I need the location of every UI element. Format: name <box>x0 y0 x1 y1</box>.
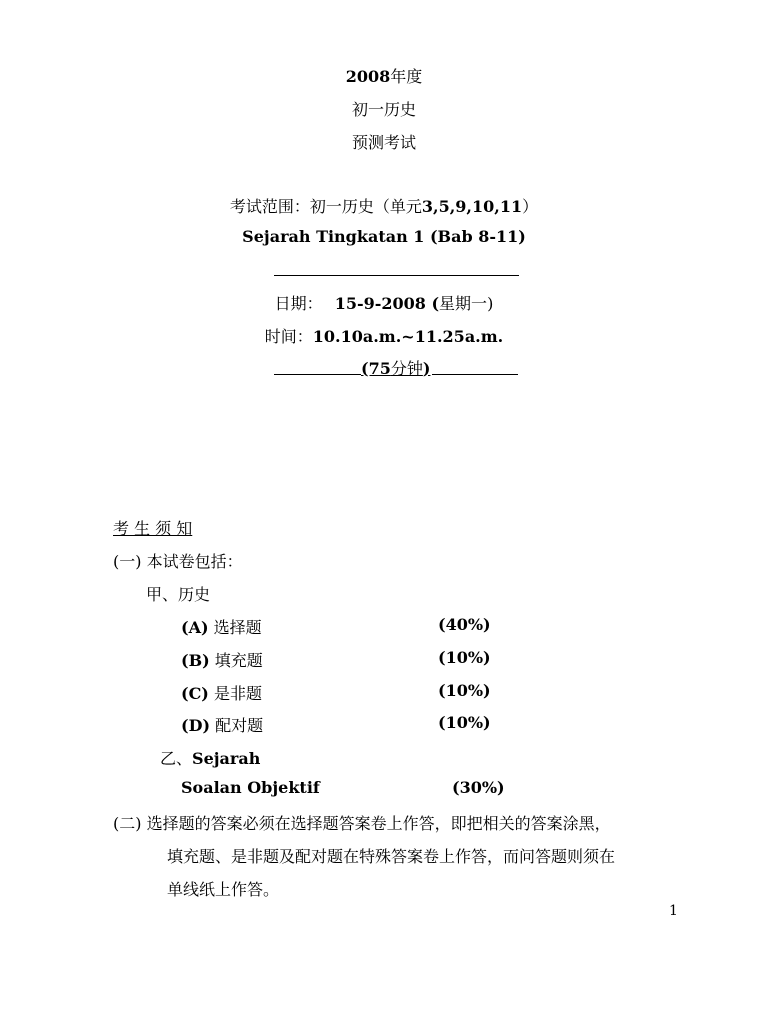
time-value: 10.10a.m.~11.25a.m. <box>312 327 504 346</box>
item1-text: 本试卷包括： <box>141 552 243 571</box>
objective-percent: (30%) <box>452 778 505 797</box>
year-number: 2008 <box>345 67 391 86</box>
malay-title: Sejarah Tingkatan 1 (Bab 8-11) <box>242 227 526 246</box>
weekday: 星期一 <box>439 294 488 313</box>
item2-line1: 选择题的答案必须在选择题答案卷上作答，即把相关的答案涂黑， <box>141 814 611 833</box>
section-c-label <box>181 681 262 704</box>
duration-line-left <box>274 374 361 375</box>
scope-suffix: ） <box>522 197 539 216</box>
exam-name: 预测考试 <box>351 133 416 152</box>
section-name: 选择题 <box>208 618 262 637</box>
section-c-percent: (10%) <box>438 681 491 700</box>
exam-time <box>0 324 768 347</box>
section-letter: (D) <box>181 716 211 735</box>
notice-title: 考 生 须 知 <box>113 519 193 538</box>
time-label: 时间： <box>264 327 313 346</box>
date-label: 日期： <box>274 294 323 313</box>
part-b-name: Sejarah <box>192 749 261 768</box>
exam-subject: 初一历史 <box>351 100 416 119</box>
section-b-percent: (10%) <box>438 648 491 667</box>
section-b-label <box>181 648 263 671</box>
year-suffix: 年度 <box>390 67 423 86</box>
section-d-percent: (10%) <box>438 713 491 732</box>
weekday-close: ) <box>487 294 494 313</box>
section-a-label <box>181 615 262 638</box>
notice-item-2-line-2: 填充题、是非题及配对题在特殊答案卷上作答，而问答题则须在 <box>167 847 616 866</box>
part-b-prefix: 乙、 <box>160 749 193 768</box>
duration-line-right <box>432 374 518 375</box>
notice-item-2 <box>113 811 611 834</box>
scope-prefix: 考试范围：初一历史（单元 <box>229 197 422 216</box>
section-letter: (C) <box>181 684 209 703</box>
section-letter: (B) <box>181 651 210 670</box>
part-b-heading <box>160 746 260 769</box>
separator-line <box>274 275 519 276</box>
section-a-percent: (40%) <box>438 615 491 634</box>
exam-duration <box>361 356 430 379</box>
duration-unit: 分钟 <box>390 359 423 378</box>
section-name: 配对题 <box>210 716 264 735</box>
notice-item-1 <box>113 549 243 572</box>
objective-label: Soalan Objektif <box>181 778 320 797</box>
section-name: 是非题 <box>208 684 262 703</box>
duration-open: (75 <box>361 359 391 378</box>
date-value: 15-9-2008 <box>334 294 426 313</box>
section-d-label <box>181 713 263 736</box>
section-name: 填充题 <box>209 651 263 670</box>
item2-mark: (二) <box>113 814 142 833</box>
part-a-heading: 甲、历史 <box>146 585 211 604</box>
item1-mark: (一) <box>113 552 142 571</box>
notice-item-2-line-3: 单线纸上作答。 <box>167 880 280 899</box>
section-letter: (A) <box>181 618 209 637</box>
weekday-open: ( <box>425 294 440 313</box>
exam-year <box>0 64 768 87</box>
exam-date <box>0 291 768 314</box>
duration-close: ) <box>422 359 431 378</box>
scope-units: 3,5,9,10,11 <box>421 197 523 216</box>
page-number: 1 <box>669 903 678 919</box>
exam-scope <box>0 194 768 217</box>
